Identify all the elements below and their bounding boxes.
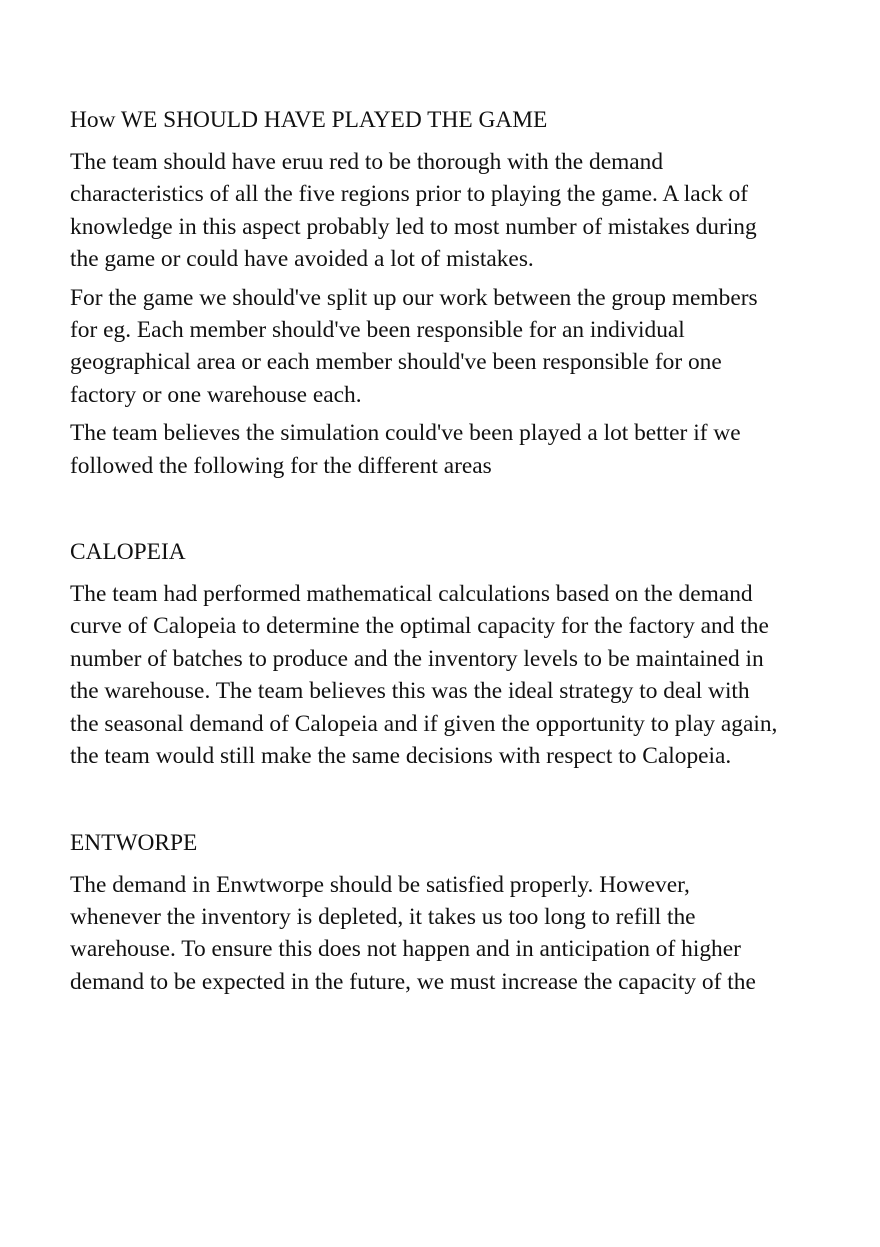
section-heading-calopeia: CALOPEIA — [70, 539, 186, 566]
section-paragraph-calopeia — [70, 578, 866, 772]
text-line: The demand in Enwtworpe should be satisfied properly. However, — [70, 871, 690, 898]
text-line: knowledge in this aspect probably led to most number of mistakes during — [70, 213, 757, 240]
text-line: characteristics of all the five regions prior to playing the game. A lack of — [70, 181, 749, 208]
document-body — [70, 100, 866, 1004]
text-line: the seasonal demand of Calopeia and if given the opportunity to play again, — [70, 710, 778, 737]
text-line: whenever the inventory is depleted, it takes us too long to refill the — [70, 903, 696, 930]
text-line: The team should have eruu red to be thorough with the demand — [70, 149, 664, 175]
intro-paragraph-2 — [70, 282, 866, 412]
intro-paragraph-3 — [70, 417, 866, 482]
text-line: followed the following for the different areas — [70, 452, 492, 479]
text-line: warehouse. To ensure this does not happen and in anticipation of higher — [70, 936, 741, 963]
text-line: demand to be expected in the future, we must increase the capacity of the — [70, 968, 756, 995]
text-line: The team believes the simulation could've been played a lot better if we — [70, 420, 741, 447]
section-paragraph-entworpe — [70, 869, 866, 999]
intro-paragraph-1 — [70, 146, 866, 276]
section-spacer — [70, 488, 866, 532]
section-heading-entworpe: ENTWORPE — [70, 829, 198, 856]
text-line: for eg. Each member should've been responsible for an individual — [70, 317, 685, 344]
text-line: geographical area or each member should've been responsible for one — [70, 349, 722, 376]
section-spacer — [70, 779, 866, 823]
text-line: curve of Calopeia to determine the optimal capacity for the factory and the — [70, 613, 769, 640]
text-line: For the game we should've split up our work between the group members — [70, 284, 758, 311]
page-title: How WE SHOULD HAVE PLAYED THE GAME — [70, 107, 548, 133]
text-line: number of batches to produce and the inventory levels to be maintained in — [70, 645, 764, 672]
text-line: the team would still make the same decisions with respect to Calopeia. — [70, 743, 732, 770]
text-line: factory or one warehouse each. — [70, 381, 362, 408]
text-line: the warehouse. The team believes this was the ideal strategy to deal with — [70, 678, 750, 705]
text-line: the game or could have avoided a lot of mistakes. — [70, 246, 534, 273]
text-line: The team had performed mathematical calculations based on the demand — [70, 581, 753, 608]
